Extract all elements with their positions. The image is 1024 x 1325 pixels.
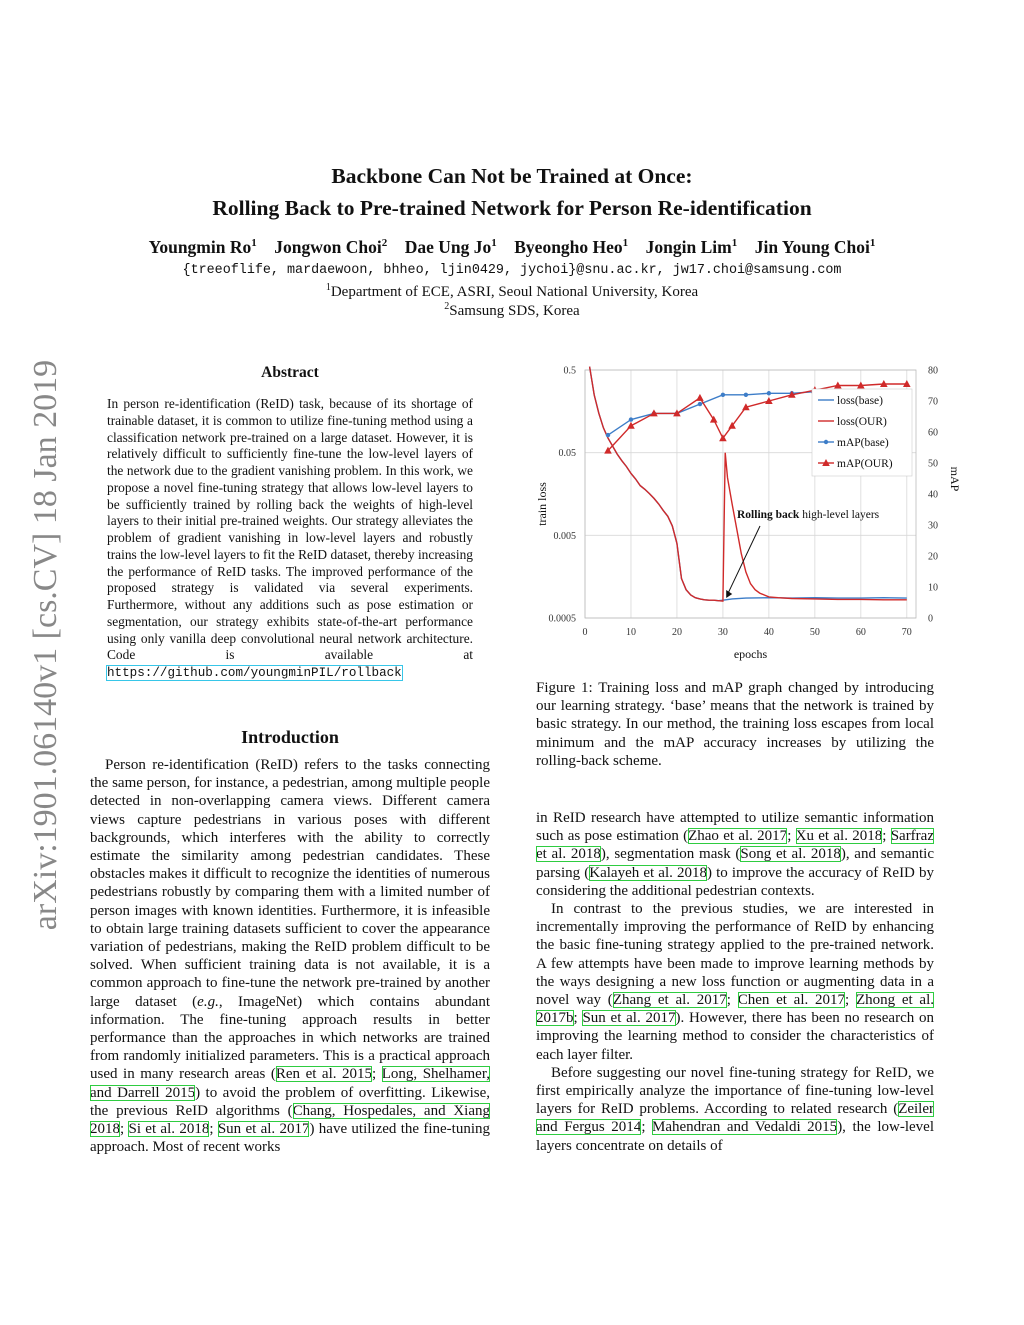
citation-link[interactable]: Kalayeh et al. 2018 <box>589 864 707 881</box>
citation-link[interactable]: Chen et al. 2017 <box>737 992 846 1009</box>
data-point <box>721 393 725 397</box>
figure-1 <box>528 358 968 668</box>
title-line-1: Backbone Can Not be Trained at Once: <box>331 164 693 188</box>
annotation-arrow <box>728 526 760 593</box>
abstract-text: In person re-identification (ReID) task, because of its shortage of trainable dataset, it is common to utilize fine-tuning method using a classification network pre-trained on a large dataset. However, it is relatively difficult to sufficiently fine-tune the low-level layers of the network due to the gradient vanishing problem. In this work, we propose a novel fine-tuning strategy that allows low-level layers to be sufficiently trained by rolling back the weights of high-level layers to their initial pre-trained weights. Our strategy alleviates the problem of gradient vanishing in low-level layers and robustly trains the low-level layers to fit the ReID dataset, thereby increasing the performance of ReID tasks. The improved performance of the proposed strategy is validated via several experiments. Furthermore, without any additions such as pose estimation or segmentation, our strategy exhibits state-of-the-art performance using only vanilla deep convolutional neural network architecture. Code is available at https://github.com/youngminPIL/rollback <box>107 396 473 680</box>
y-left-tick-label: 0.05 <box>558 448 576 460</box>
y-right-tick-label: 30 <box>928 520 938 532</box>
y-right-tick-label: 50 <box>928 458 938 470</box>
author: Byeongho Heo$^1$ <box>514 237 629 257</box>
author: Dae Ung Jo$^1$ <box>404 237 497 257</box>
citation-link[interactable]: Sarfraz et al. 2018 <box>536 828 934 863</box>
y-left-axis-title: train loss <box>535 482 549 526</box>
citation-link[interactable]: Sun et al. 2017 <box>582 1010 676 1027</box>
citation-link[interactable]: Zhao et al. 2017 <box>688 828 788 845</box>
citation-link[interactable]: Zhong et al. 2017b <box>536 992 934 1027</box>
y-right-tick-label: 70 <box>928 396 938 408</box>
y-right-tick-label: 0 <box>928 613 933 625</box>
title-line-2: Rolling Back to Pre-trained Network for Person Re-identification <box>212 196 812 220</box>
paragraph: Before suggesting our novel fine-tuning strategy for ReID, we first empirically analyze the importance of fine-tuning low-level layers for ReID problems. According to related research (Zeiler and Fergus 2014; Mahendran and Vedaldi 2015), the low-level layers concentrate on details of <box>536 1064 934 1154</box>
legend-label: mAP(base) <box>837 437 889 449</box>
x-tick-label: 0 <box>582 627 588 638</box>
data-point <box>627 422 635 429</box>
author: Jongwon Choi$^2$ <box>274 237 388 257</box>
citation-link[interactable]: Chang, Hospedales, and Xiang 2018 <box>90 1102 490 1138</box>
x-tick-label: 10 <box>625 627 636 638</box>
data-point <box>698 402 702 406</box>
chart-annotation <box>726 509 879 598</box>
citation-link[interactable]: Si et al. 2018 <box>128 1121 210 1138</box>
annotation-rest: high-level layers <box>799 509 880 521</box>
author: Jin Young Choi$^1$ <box>754 237 876 257</box>
legend-label: loss(base) <box>837 395 883 407</box>
arxiv-sidebar <box>26 355 66 935</box>
right-column-text <box>536 809 934 1155</box>
x-tick-label: 70 <box>901 627 912 638</box>
introduction-text <box>90 756 490 1156</box>
citation-link[interactable]: Song et al. 2018 <box>740 846 841 863</box>
author: Jongin Lim$^1$ <box>645 237 738 257</box>
annotation-bold: Rolling back <box>737 509 800 521</box>
figure-caption: Figure 1: Training loss and mAP graph changed by introducing our learning strategy. ‘base’ means that the network is trained by basic strategy. In our method, the training loss escapes from local minimum and the mAP accuracy increases by utilizing the rolling-back scheme. <box>536 680 934 769</box>
affiliation-1: $^1$Department of ECE, ASRI, Seoul National University, Korea <box>325 282 699 300</box>
paragraph: In contrast to the previous studies, we are interested in incrementally improving the performance of ReID by enhancing the basic fine-tuning strategy applied to the pre-trained network. A few attempts have been made to improve learning methods by the ways designing a new loss function or augmenting data in a novel way (Zhang et al. 2017; Chen et al. 2017; Zhong et al. 2017b; Sun et al. 2017). However, there has been no research on improving the learning method to consider the characteristics of each layer filter. <box>536 901 934 1063</box>
y-right-tick-label: 60 <box>928 427 938 439</box>
affiliation-2: $^2$Samsung SDS, Korea <box>444 301 580 319</box>
paragraph: in ReID research have attempted to utilize semantic information such as pose estimation (Zhao et al. 2017; Xu et al. 2018; Sarfraz et al. 2018), segmentation mask (Song et al. 2018), and semantic parsing (Kalayeh et al. 2018) to improve the accuracy of ReID by considering the additional pedestrian contexts. <box>536 810 935 899</box>
code-link[interactable]: https://github.com/youngminPIL/rollback <box>107 666 402 680</box>
data-point <box>606 433 610 437</box>
y-right-tick-label: 10 <box>928 582 938 594</box>
citation-link[interactable]: Xu et al. 2018 <box>795 828 883 845</box>
y-left-tick-label: 0.5 <box>563 365 576 377</box>
x-axis-title: epochs <box>733 647 768 661</box>
y-right-tick-label: 20 <box>928 551 938 563</box>
y-left-tick-label: 0.005 <box>553 530 576 542</box>
legend-marker <box>824 440 828 444</box>
x-tick-label: 60 <box>855 627 866 638</box>
data-point <box>696 394 704 401</box>
x-tick-label: 50 <box>809 627 820 638</box>
data-point <box>767 391 771 395</box>
citation-link[interactable]: Zhang et al. 2017 <box>612 992 727 1009</box>
y-right-axis-title: mAP <box>948 466 962 492</box>
citation-link[interactable]: Mahendran and Vedaldi 2015 <box>652 1119 838 1136</box>
legend-label: mAP(OUR) <box>837 458 893 470</box>
training-chart <box>528 358 968 668</box>
citation-link[interactable]: Zeiler and Fergus 2014 <box>536 1101 934 1136</box>
citation-link[interactable]: Sun et al. 2017 <box>217 1121 310 1138</box>
annotation-text <box>737 509 880 521</box>
author-list <box>0 237 1024 258</box>
author-emails: {treeoflife, mardaewoon, bhheo, ljin0429, jychoi}@snu.ac.kr, jw17.choi@samsung.com <box>182 263 842 278</box>
chart-legend <box>812 389 912 476</box>
introduction-heading: Introduction <box>241 727 339 747</box>
arxiv-identifier[interactable]: arXiv:1901.06140v1 [cs.CV] 18 Jan 2019 <box>27 359 64 931</box>
paragraph: Person re-identification (ReID) refers to the tasks connecting the same person, for instance, a pedestrian, among multiple people detected in non-overlapping camera views. Different camera views capture pedestrians in various poses with different backgrounds, which interferes with the ability to correctly estimate the similarity among pedestrian candidates. These obstacles makes it difficult to recognize the identities of numerous pedestrians robustly by comparing them with a limited number of person images with known identities. Furthermore, it is infeasible to obtain large training datasets sufficient to cover the appearance variation of pedestrians, making the ReID problem difficult to be solved. When sufficient training data is not available, it is a common approach to fine-tune the network pre-trained by another large dataset (e.g., ImageNet) which contains abundant information. The fine-tuning approach results in better performance than the approaches in which networks are trained from randomly initialized parameters. This is a practical approach used in many research areas (Ren et al. 2015; Long, Shelhamer, and Darrell 2015) to avoid the problem of overfitting. Likewise, the previous ReID algorithms (Chang, Hospedales, and Xiang 2018; Si et al. 2018; Sun et al. 2017) have utilized the fine-tuning approach. Most of recent works <box>90 757 490 1156</box>
x-tick-label: 20 <box>671 627 682 638</box>
citation-link[interactable]: Ren et al. 2015 <box>275 1066 373 1083</box>
abstract-heading: Abstract <box>261 364 319 381</box>
legend-label: loss(OUR) <box>837 416 887 428</box>
citation-link[interactable]: Long, Shelhamer, and Darrell 2015 <box>90 1066 490 1101</box>
y-left-tick-label: 0.0005 <box>548 613 576 625</box>
data-point <box>629 417 633 421</box>
y-right-tick-label: 40 <box>928 489 938 501</box>
author: Youngmin Ro$^1$ <box>148 237 257 257</box>
x-tick-label: 40 <box>763 627 774 638</box>
paper-title <box>0 160 1024 224</box>
y-right-tick-label: 80 <box>928 365 938 377</box>
data-point <box>744 393 748 397</box>
x-tick-label: 30 <box>717 627 728 638</box>
